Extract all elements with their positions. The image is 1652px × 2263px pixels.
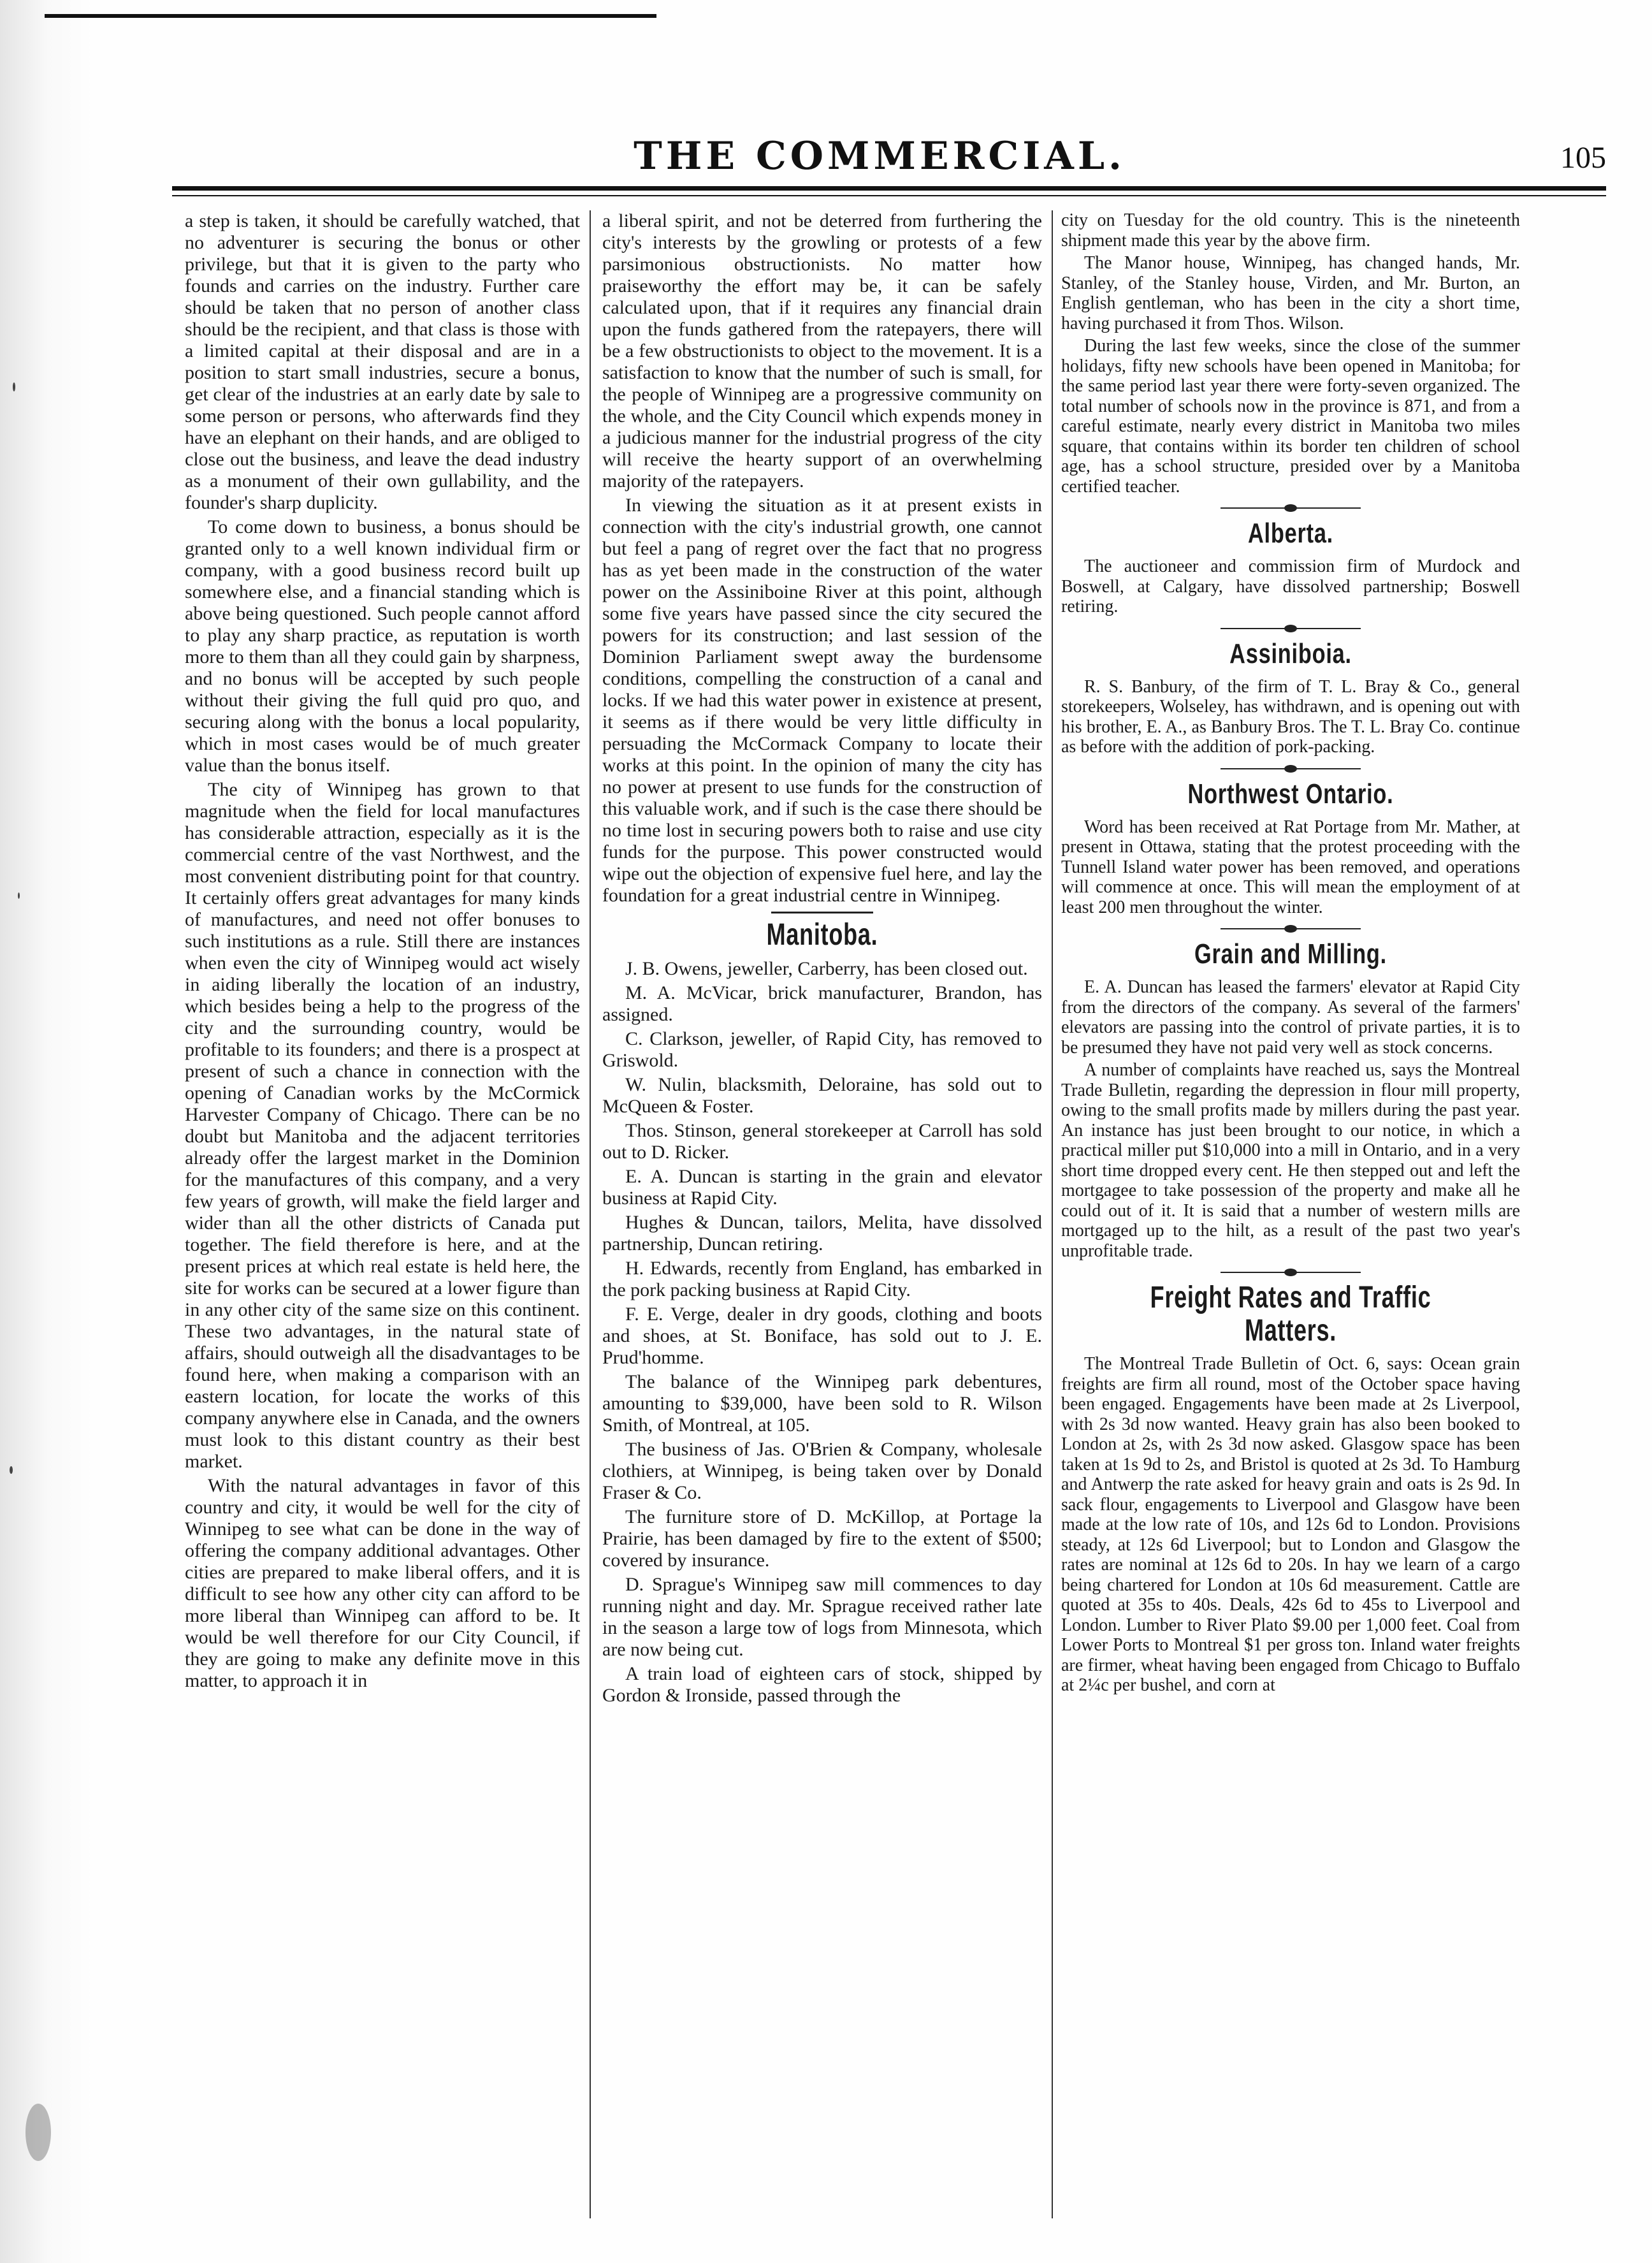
news-item: R. S. Banbury, of the firm of T. L. Bray & Co., general storekeepers, Wolseley, has withdrawn, and is opening out with his brother, E. A., as Banbury Bros. The T. L. Bray Co. continue as before with the addition of pork-packing. (1061, 676, 1520, 757)
news-item: C. Clarkson, jeweller, of Rapid City, has removed to Griswold. (602, 1028, 1042, 1071)
section-heading-freight: Freight Rates and Traffic Matters. (1150, 1281, 1431, 1348)
masthead-rule-thin (172, 195, 1606, 196)
masthead-title: THE COMMERCIAL. (634, 134, 1126, 178)
article-end-rule (771, 912, 873, 913)
news-item: E. A. Duncan is starting in the grain and elevator business at Rapid City. (602, 1166, 1042, 1209)
news-item: The furniture store of D. McKillop, at Portage la Prairie, has been damaged by fire to the extent of $500; covered by insurance. (602, 1506, 1042, 1571)
news-item: Thos. Stinson, general storekeeper at Carroll has sold out to D. Ricker. (602, 1120, 1042, 1163)
news-item: The balance of the Winnipeg park debentures, amounting to $39,000, have been sold to R. Wilson Smith, of Montreal, at 105. (602, 1371, 1042, 1436)
section-heading-northwest-ontario: Northwest Ontario. (1187, 778, 1394, 810)
news-item: W. Nulin, blacksmith, Deloraine, has sold out to McQueen & Foster. (602, 1074, 1042, 1117)
news-item: A number of complaints have reached us, says the Montreal Trade Bulletin, regarding the depression in flour mill property, owing to the small profits made by millers during the past year. An instance has just been brought to our notice, in which a practical miller put $10,000 into a mill in Ontario, and in a very short time dropped every cent. He then stepped out and left the mortgagee to take possession of the property and make all he could out of it. It is said that a number of western mills are mortgaged up to the hilt, as a result of the past two year's unprofitable trade. (1061, 1060, 1520, 1261)
section-ornament (1221, 924, 1361, 934)
print-speck (18, 892, 20, 899)
column-3 (1061, 210, 1520, 2225)
section-ornament (1221, 503, 1361, 513)
news-item: The Montreal Trade Bulletin of Oct. 6, says: Ocean grain freights are firm all round, most of the October space having been engaged. Engagements have been made at 2s Liverpool, with 2s 3d now wanted. Heavy grain has also been booked to London at 2s, with 2s 3d now asked. Glasgow space has been taken at 1s 9d to 2s, and Bristol is quoted at 2s 3d. To Hamburg and Antwerp the rate asked for heavy grain and oats is 2s 9d. In sack flour, engagements to Liverpool and Glasgow have been made at the low rate of 10s, and 12s 6d to London. Provisions steady, at 12s 6d Liverpool; but to London and Glasgow the rates are nominal at 12s 6d to 20s. In hay we learn of a cargo being chartered for London at 10s 6d measurement. Cattle are quoted at 35s to 40s. Deals, 42s 6d to 45s to Liverpool and London. Lumber to River Plato $9.00 per 1,000 feet. Coal from Lower Ports to Montreal $1 per gross ton. Inland water freights are firmer, wheat having been engaged from Chicago to Buffalo at 2¼c per bushel, and corn at (1061, 1354, 1520, 1695)
news-item: The auctioneer and commission firm of Murdock and Boswell, at Calgary, have dissolved partnership; Boswell retiring. (1061, 557, 1520, 616)
section-ornament (1221, 764, 1361, 774)
column-2 (602, 210, 1042, 2225)
news-item: Word has been received at Rat Portage from Mr. Mather, at present in Ottawa, stating that the protest proceeding with the Tunnell Island water power has been removed, and operations will commence at once. This will mean the employment of at least 200 men throughout the winter. (1061, 817, 1520, 917)
news-item: A train load of eighteen cars of stock, shipped by Gordon & Ironside, passed through the (602, 1663, 1042, 1706)
print-speck (25, 2104, 51, 2161)
news-item: The business of Jas. O'Brien & Company, wholesale clothiers, at Winnipeg, is being taken over by Donald Fraser & Co. (602, 1439, 1042, 1503)
section-heading-manitoba: Manitoba. (766, 918, 878, 952)
news-item: During the last few weeks, since the close of the summer holidays, fifty new schools have been opened in Manitoba; for the same period last year there were forty-seven organized. The total number of schools now in the province is 871, and from a careful estimate, nearly every district in Manitoba two miles square, that contains within its border ten children of school age, has a school structure, presided over by a Manitoba certified teacher. (1061, 336, 1520, 497)
news-item: Hughes & Duncan, tailors, Melita, have dissolved partnership, Duncan retiring. (602, 1212, 1042, 1255)
news-item: H. Edwards, recently from England, has embarked in the pork packing business at Rapid City. (602, 1258, 1042, 1300)
news-item: J. B. Owens, jeweller, Carberry, has been closed out. (625, 958, 1028, 979)
masthead-rule-thick (172, 186, 1606, 191)
section-heading-grain-milling: Grain and Milling. (1194, 938, 1387, 970)
news-item: F. E. Verge, dealer in dry goods, clothing and boots and shoes, at St. Boniface, has sold out to J. E. Prud'homme. (602, 1304, 1042, 1368)
column-1 (185, 210, 580, 2225)
article-paragraph: To come down to business, a bonus should be granted only to a well known individual firm or company, with a good business record built up somewhere else, and a financial standing which is above being questioned. Such people cannot afford to play any sharp practice, as reputation is worth more to them than all they could gain by sharpness, and no bonus will be accepted by such people without their giving the full quid pro quo, and securing along with the bonus a local popularity, which in most cases would be of much greater value than the bonus itself. (185, 516, 580, 776)
masthead (0, 134, 1652, 204)
news-item: city on Tuesday for the old country. This is the nineteenth shipment made this year by the above firm. (1061, 210, 1520, 251)
news-item: E. A. Duncan has leased the farmers' elevator at Rapid City from the directors of the company. As several of the farmers' elevators are passing into the control of private parties, it is to be presumed they have not paid very well as stock concerns. (1061, 977, 1520, 1058)
page-number: 105 (1560, 141, 1606, 175)
article-paragraph: a step is taken, it should be carefully watched, that no adventurer is securing the bonus or other privilege, but that it is given to the party who founds and carries on the industry. Further care should be taken that no person of another class should be the recipient, and that class is those with a limited capital at their disposal and are in a position to start small industries, secure a bonus, get clear of the industries at an early date by sale to some person or persons, who afterwards find they have an elephant on their hands, and are obliged to close out the business, and leave the dead industry as a monument of their own gullability, and the founder's sharp duplicity. (185, 210, 580, 513)
top-edge-rule (45, 14, 656, 18)
news-item: M. A. McVicar, brick manufacturer, Brandon, has assigned. (602, 982, 1042, 1025)
section-heading-assiniboia: Assiniboia. (1229, 637, 1352, 669)
print-speck (13, 382, 15, 391)
article-paragraph: With the natural advantages in favor of this country and city, it would be well for the city of Winnipeg to see what can be done in the way of offering the company additional advantages. Other cities are prepared to make liberal offers, and it is difficult to see how any other city can afford to be more liberal than Winnipeg can afford to be. It would be well therefore for our City Council, if they are going to make any definite move in this matter, to approach it in (185, 1475, 580, 1691)
news-item: D. Sprague's Winnipeg saw mill commences to day running night and day. Mr. Sprague received rather late in the season a large tow of logs from Minnesota, which are now being cut. (602, 1574, 1042, 1660)
column-divider-1 (590, 210, 591, 2218)
article-paragraph: In viewing the situation as it at present exists in connection with the city's industrial growth, one cannot but feel a pang of regret over the fact that no progress has as yet been made in the construction of the water power on the Assiniboine River at this point, although some five years have passed since the city secured the powers for its construction; and last session of the Dominion Parliament swept away the burdensome conditions, compelling the construction of a canal and locks. If we had this water power in existence at present, it seems as if there would be very little difficulty in persuading the McCormack Company to locate their works at this point. In the opinion of many the city has no power at present to use funds for the construction of this valuable work, and if such is the case there should be no time lost in securing powers both to raise and use city funds for the purpose. This power constructed would wipe out the objection of expensive fuel here, and lay the foundation for a great industrial centre in Winnipeg. (602, 495, 1042, 906)
binding-edge-shadow (0, 0, 96, 2263)
print-speck (10, 1466, 13, 1474)
section-ornament (1221, 623, 1361, 634)
section-heading-alberta: Alberta. (1247, 518, 1334, 549)
news-item: The Manor house, Winnipeg, has changed hands, Mr. Stanley, of the Stanley house, Virden, and Mr. Burton, an English gentleman, who has been in the city a short time, having purchased it from Thos. Wilson. (1061, 253, 1520, 333)
article-paragraph: a liberal spirit, and not be deterred from furthering the city's interests by the growling or protests of a few parsimonious obstructionists. No matter how praiseworthy the effort may be, it can be safely calculated upon, that if it requires any financial drain upon the funds gathered from the ratepayers, there will be a few obstructionists to object to the movement. It is a satisfaction to know that the number of such is small, for the people of Winnipeg are a progressive community on the whole, and the City Council which expends money in a judicious manner for the industrial progress of the city will receive the hearty support of an overwhelming majority of the ratepayers. (602, 210, 1042, 491)
column-divider-2 (1052, 210, 1053, 2218)
article-paragraph: The city of Winnipeg has grown to that magnitude when the field for local manufactures has considerable attraction, especially as it is the commercial centre of the vast Northwest, and the most convenient distributing point for that country. It certainly offers great advantages for many kinds of manufactures, and need not offer bonuses to such institutions as a rule. Still there are instances when even the city of Winnipeg would act wisely in aiding liberally the location of an industry, which besides being a help to the progress of the city and the surrounding country, would be profitable to its founders; and there is a prospect at present of such a chance in connection with the opening of Canadian works by the McCormick Harvester Company of Chicago. There can be no doubt but Manitoba and the adjacent territories already offer the largest market in the Dominion for the manufactures of this company, and a very few years of growth, will make the field larger and wider than all the other districts of Canada put together. The field therefore is here, and at the present prices at which real estate is held here, the site for works can be secured at a lower figure than in any other city of the same size on this continent. These two advantages, in the natural state of affairs, should outweigh all the disadvantages to be found here, when making a comparison with an eastern location, for locate the works of this company anywhere else in Canada, and the owners must look to this distant country as their best market. (185, 779, 580, 1472)
section-ornament (1221, 1267, 1361, 1277)
